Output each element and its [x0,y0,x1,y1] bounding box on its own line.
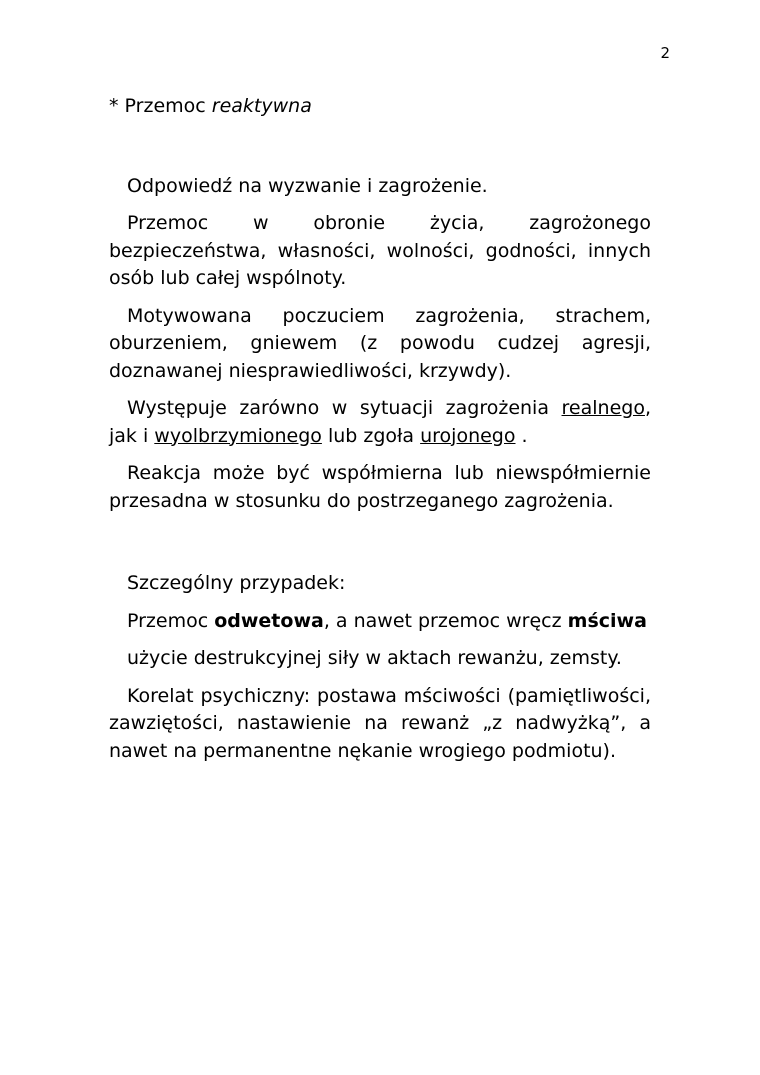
paragraph-revenge: użycie destrukcyjnej siły w aktach rewanżu, zemsty. [127,647,622,669]
paragraph-defense: Przemoc w obronie życia, zagrożonego bezpieczeństwa, własności, wolności, godności, innych osób lub całej wspólnoty. [109,212,651,289]
paragraph-correlate: Korelat psychiczny: postawa mściwości (pamiętliwości, zawziętości, nastawienie na rewanż „z nadwyżką”, a nawet na permanentne nękanie wrogiego podmiotu). [109,684,651,762]
underlined-term-urojonego: urojonego [420,424,516,447]
paragraph-motivation: Motywowana poczuciem zagrożenia, strachem, oburzeniem, gniewem (z powodu cudzej agresji, doznawanej niesprawiedliwości, krzywdy). [109,304,651,382]
paragraph-special-case: Szczególny przypadek: [127,572,346,594]
bold-term-odwetowa: odwetowa [214,609,324,632]
page-number: 2 [660,44,670,62]
paragraph-text: lub zgoła [321,424,421,447]
paragraph-text: , a nawet przemoc wręcz [323,609,568,632]
paragraph-text: , jak i [109,397,651,447]
paragraph-text: Przemoc [127,609,215,632]
paragraph-occurrence [109,395,651,450]
underlined-term-realnego: realnego [561,397,645,419]
underlined-term-wyolbrzymionego: wyolbrzymionego [154,424,322,447]
spacer [109,525,651,570]
spacer [109,121,651,173]
paragraph-retaliatory [109,608,651,636]
paragraph-text: . [515,424,528,447]
heading-prefix: * Przemoc [109,95,212,117]
document-body [109,93,651,775]
heading-italic: reaktywna [211,95,312,117]
paragraph-reaction: Reakcja może być współmierna lub niewspółmiernie przesadna w stosunku do postrzeganego zagrożenia. [109,462,651,512]
paragraph-text: Występuje zarówno w sytuacji zagrożenia [127,397,562,419]
section-heading [109,93,651,121]
bold-term-msciwa: mściwa [567,609,647,632]
paragraph-definition: Odpowiedź na wyzwanie i zagrożenie. [127,174,488,197]
